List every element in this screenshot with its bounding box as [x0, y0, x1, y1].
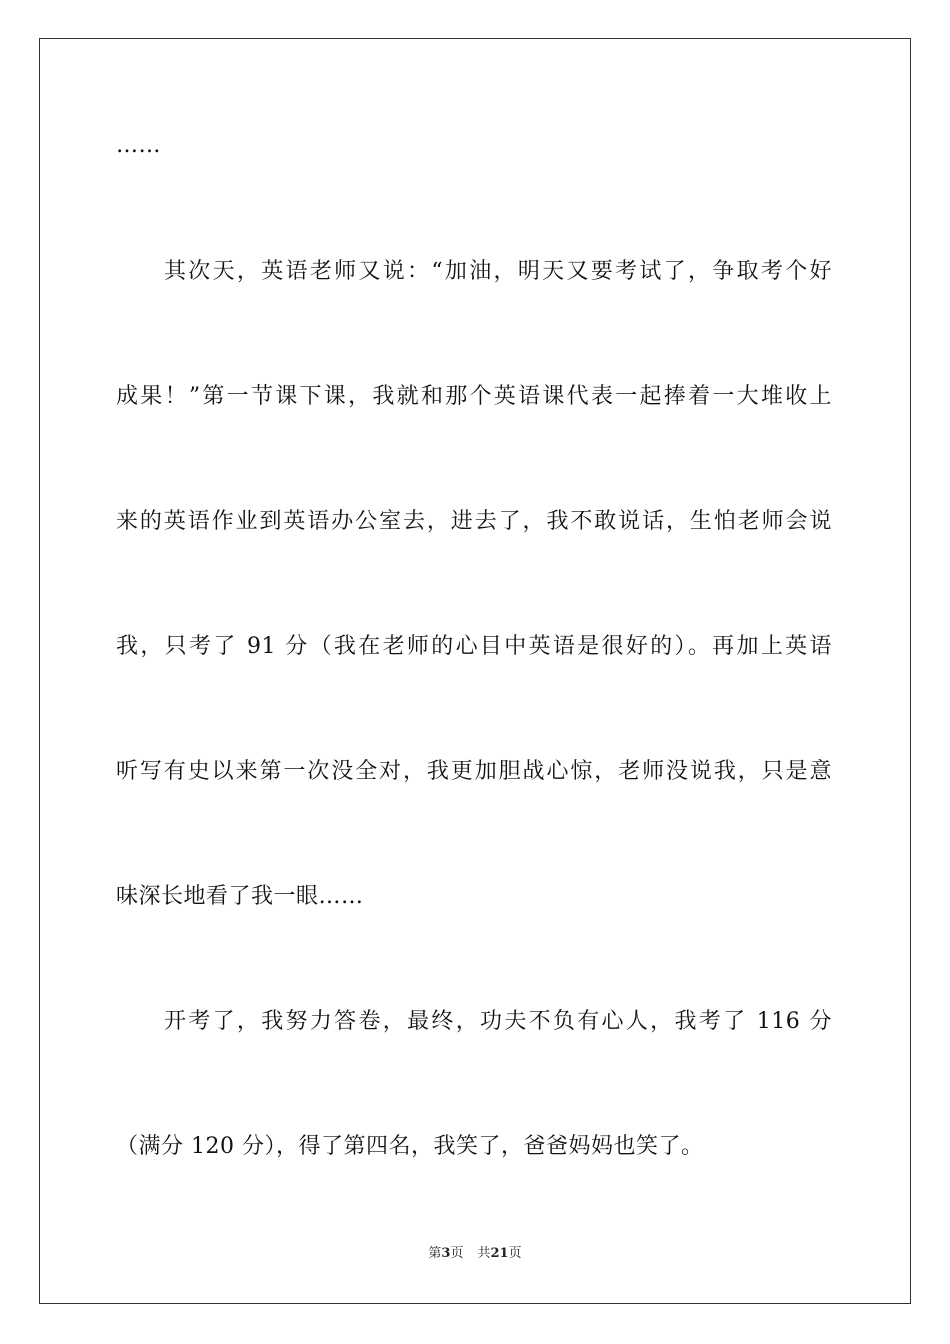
paragraph-1-line-6: 味深长地看了我一眼…… — [116, 884, 364, 909]
page-footer — [0, 1245, 950, 1263]
paragraph-1-line-3: 来的英语作业到英语办公室去，进去了，我不敢说话，生怕老师会说 — [116, 509, 832, 534]
footer-total-pages: 21 — [490, 1246, 509, 1261]
paragraph-1-line-1: 其次天，英语老师又说：“加油，明天又要考试了，争取考个好 — [164, 259, 832, 284]
paragraph-1-line-4: 我，只考了 91 分（我在老师的心目中英语是很好的）。再加上英语 — [116, 634, 832, 659]
footer-total-prefix: 共 — [477, 1246, 491, 1261]
paragraph-2-line-1: 开考了，我努力答卷，最终，功夫不负有心人，我考了 116 分 — [164, 1009, 832, 1034]
footer-page-suffix: 页 — [450, 1246, 464, 1261]
text-line-ellipsis: …… — [116, 133, 161, 158]
page-border — [39, 38, 911, 1304]
paragraph-2-line-2: （满分 120 分），得了第四名，我笑了，爸爸妈妈也笑了。 — [116, 1134, 704, 1159]
footer-page-number: 3 — [441, 1246, 451, 1261]
footer-page-prefix: 第 — [428, 1246, 442, 1261]
footer-total-suffix: 页 — [508, 1246, 522, 1261]
paragraph-1-line-5: 听写有史以来第一次没全对，我更加胆战心惊，老师没说我，只是意 — [116, 759, 832, 784]
paragraph-1-line-2: 成果！”第一节课下课，我就和那个英语课代表一起捧着一大堆收上 — [116, 384, 832, 409]
